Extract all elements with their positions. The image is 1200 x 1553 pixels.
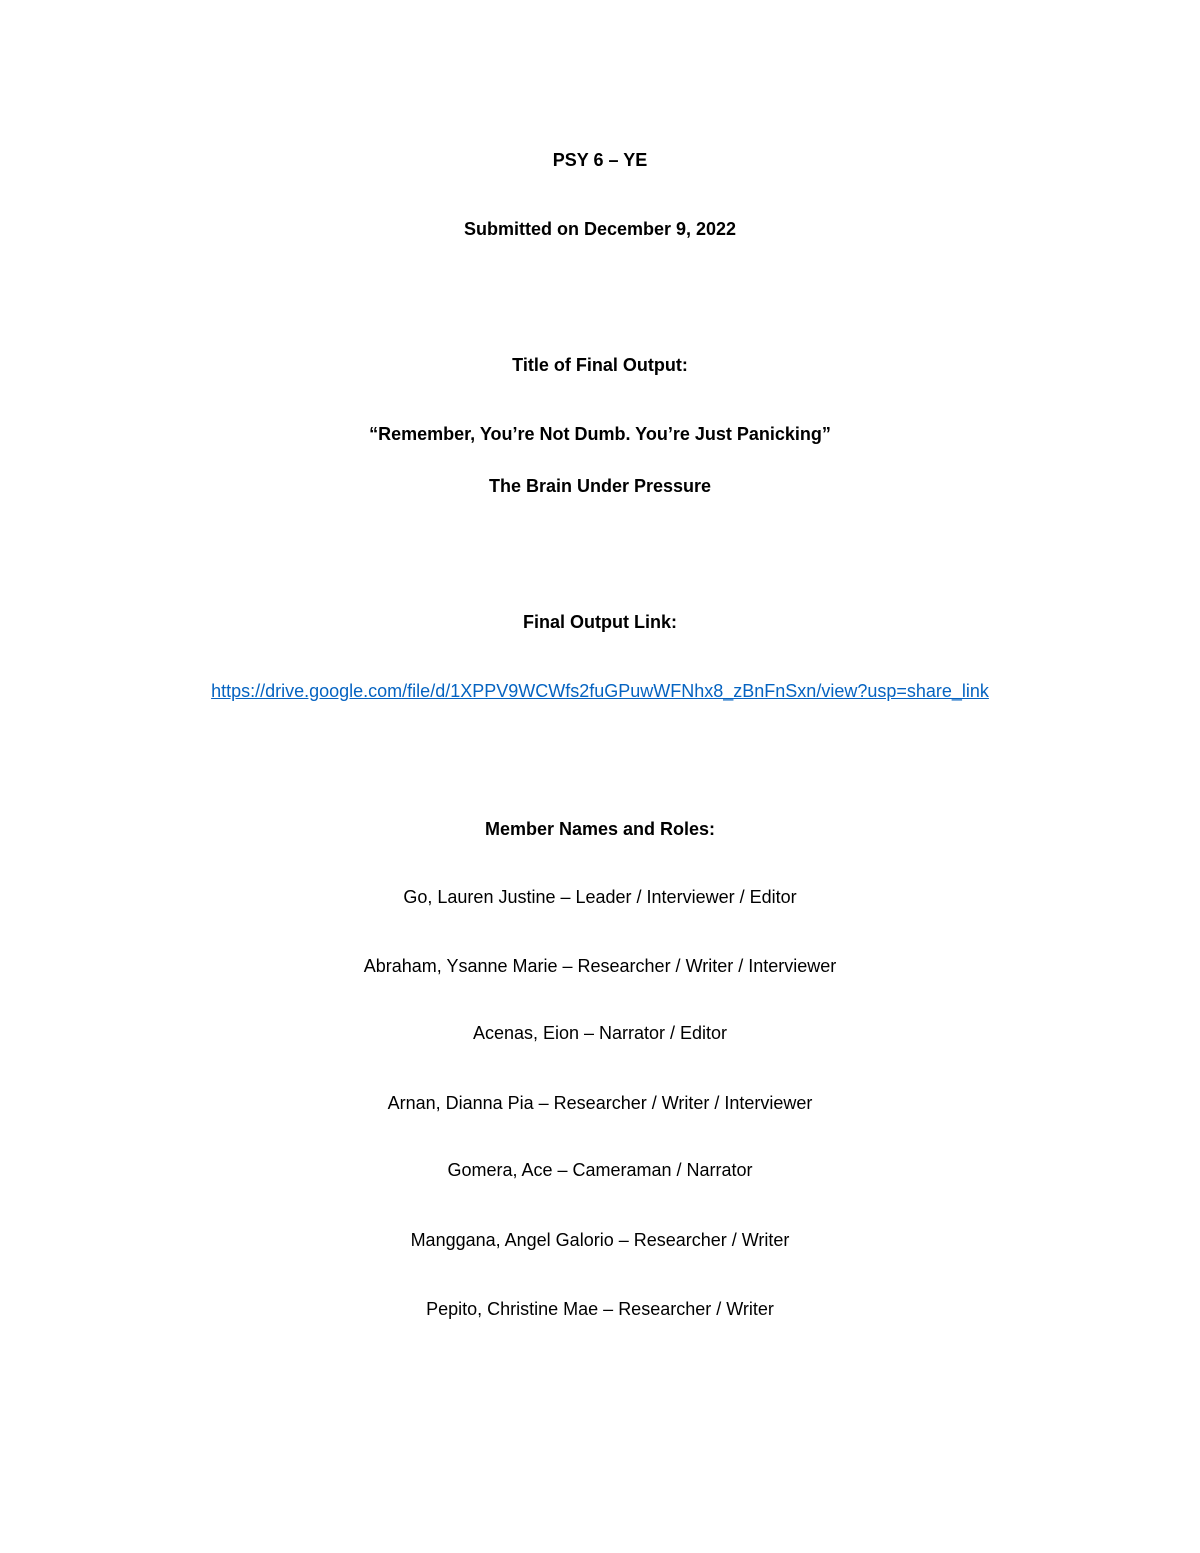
course-code: PSY 6 – YE (552, 150, 648, 170)
member-entry: Gomera, Ace – Cameraman / Narrator (447, 1160, 753, 1180)
members-label: Member Names and Roles: (484, 819, 716, 839)
member-entry: Go, Lauren Justine – Leader / Interviewer / Editor (403, 887, 797, 907)
title-label: Title of Final Output: (512, 355, 688, 375)
link-label: Final Output Link: (523, 612, 677, 632)
member-entry: Acenas, Eion – Narrator / Editor (472, 1023, 728, 1043)
output-subtitle: The Brain Under Pressure (488, 476, 712, 496)
member-entry: Pepito, Christine Mae – Researcher / Writer (426, 1299, 774, 1319)
submission-date: Submitted on December 9, 2022 (463, 219, 737, 239)
output-title: “Remember, You’re Not Dumb. You’re Just Panicking” (369, 424, 831, 444)
member-entry: Manggana, Angel Galorio – Researcher / Writer (410, 1230, 790, 1250)
final-output-link[interactable]: https://drive.google.com/file/d/1XPPV9WCWfs2fuGPuwWFNhx8_zBnFnSxn/view?usp=share_link (211, 681, 989, 701)
final-output-link-row (0, 679, 1200, 703)
member-entry: Arnan, Dianna Pia – Researcher / Writer / Interviewer (387, 1093, 813, 1113)
member-entry: Abraham, Ysanne Marie – Researcher / Writer / Interviewer (363, 956, 837, 976)
